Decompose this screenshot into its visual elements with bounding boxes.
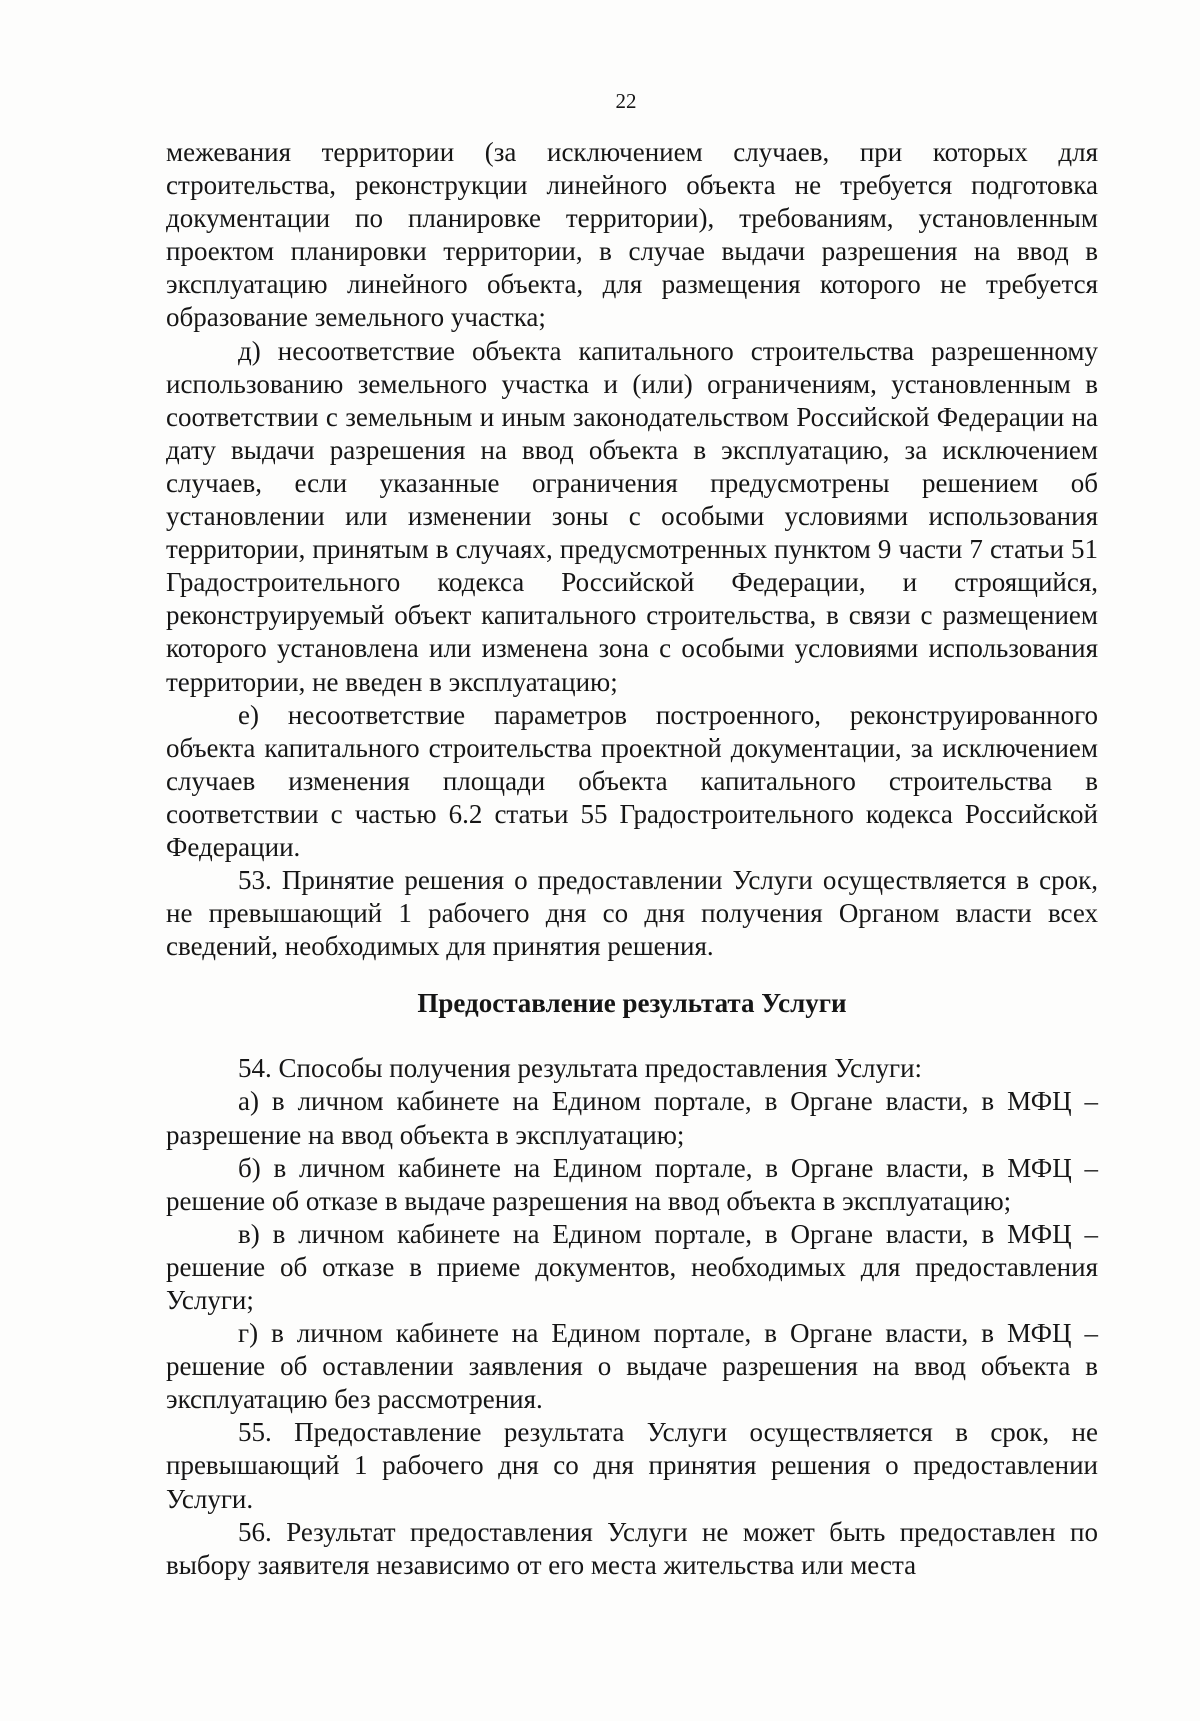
paragraphs-after-heading: [166, 1052, 1098, 1582]
paragraph: в) в личном кабинете на Едином портале, в Органе власти, в МФЦ – решение об отказе в приеме документов, необходимых для предоставления Услуги;: [166, 1218, 1098, 1315]
paragraph: е) несоответствие параметров построенного, реконструированного объекта капитального строительства проектной документации, за исключением случаев изменения площади объекта капитального строительства в соответствии с частью 6.2 статьи 55 Градостроительного кодекса Российской Федерации.: [166, 699, 1098, 862]
paragraphs-before-heading: [166, 136, 1098, 963]
page-number: 22: [615, 89, 637, 113]
paragraph: межевания территории (за исключением случаев, при которых для строительства, реконструкции линейного объекта не требуется подготовка документации по планировке территории), требованиям, установленным проектом планировки территории, в случае выдачи разрешения на ввод в эксплуатацию линейного объекта, для размещения которого не требуется образование земельного участка;: [166, 137, 1098, 333]
paragraph: г) в личном кабинете на Едином портале, в Органе власти, в МФЦ – решение об оставлении заявления о выдаче разрешения на ввод объекта в эксплуатацию без рассмотрения.: [166, 1318, 1098, 1415]
paragraph: 55. Предоставление результата Услуги осуществляется в срок, не превышающий 1 рабочего дня со дня принятия решения о предоставлении Услуги.: [166, 1417, 1098, 1514]
paragraph: б) в личном кабинете на Едином портале, в Органе власти, в МФЦ – решение об отказе в выдаче разрешения на ввод объекта в эксплуатацию;: [166, 1152, 1098, 1216]
paragraph: 56. Результат предоставления Услуги не может быть предоставлен по выбору заявителя независимо от его места жительства или места: [166, 1516, 1098, 1580]
section-heading: Предоставление результата Услуги: [417, 988, 847, 1019]
paragraph: д) несоответствие объекта капитального строительства разрешенному использованию земельного участка и (или) ограничениям, установленным в соответствии с земельным и иным законодательством Российской Федерации на дату выдачи разрешения на ввод объекта в эксплуатацию, за исключением случаев, если указанные ограничения предусмотрены решением об установлении или изменении зоны с особыми условиями использования территории, принятым в случаях, предусмотренных пунктом 9 части 7 статьи 51 Градостроительного кодекса Российской Федерации, и строящийся, реконструируемый объект капитального строительства, в связи с размещением которого установлена или изменена зона с особыми условиями использования территории, не введен в эксплуатацию;: [166, 335, 1098, 697]
paragraph: 53. Принятие решения о предоставлении Услуги осуществляется в срок, не превышающий 1 рабочего дня со дня получения Органом власти всех сведений, необходимых для принятия решения.: [166, 865, 1098, 962]
paragraph: 54. Способы получения результата предоставления Услуги:: [238, 1053, 923, 1084]
document-body: [166, 136, 1098, 1582]
paragraph: а) в личном кабинете на Едином портале, в Органе власти, в МФЦ – разрешение на ввод объекта в эксплуатацию;: [166, 1086, 1098, 1150]
